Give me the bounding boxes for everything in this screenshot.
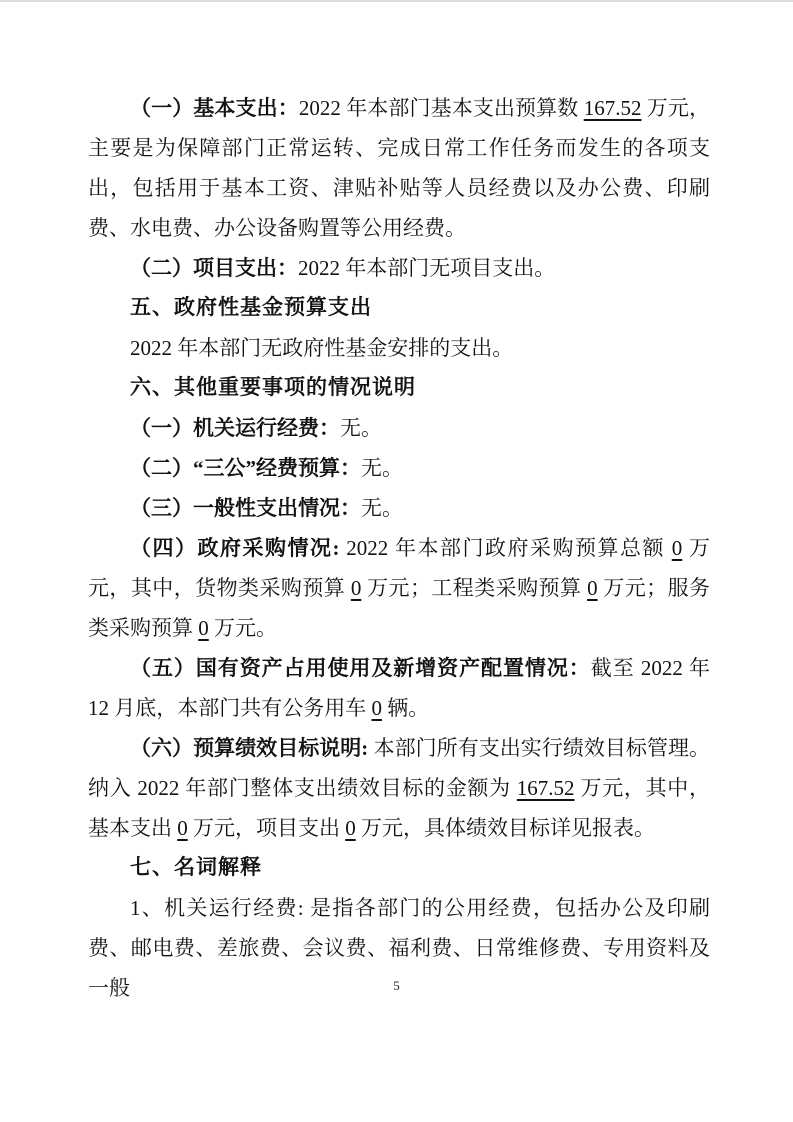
para-general-expenditure: [88, 488, 710, 528]
heading-gov-fund-budget: 五、政府性基金预算支出: [130, 296, 372, 319]
text-run: 2022 年本部门基本支出预算数: [298, 96, 584, 120]
underlined-value: 0: [177, 816, 188, 840]
text-run: 万元；服务类采购预算: [88, 576, 711, 640]
underlined-value: 0: [345, 816, 356, 840]
underlined-value: 167.52: [516, 776, 575, 800]
para-basic-expenditure: [88, 88, 710, 248]
text-run: 无。: [361, 456, 403, 480]
paragraph-label: （三）一般性支出情况：: [130, 496, 361, 520]
heading-glossary: 七、名词解释: [130, 856, 262, 879]
para-performance-target: [88, 728, 710, 848]
paragraph-label: （六）预算绩效目标说明:: [130, 736, 369, 760]
underlined-value: 0: [371, 696, 382, 720]
paragraph-label: （五）国有资产占用使用及新增资产配置情况：: [130, 656, 591, 680]
text-run: 本部门所有支出实行绩效目标管理。纳入 2022 年部门整体支出绩效目标的金额为: [88, 736, 711, 800]
text-run: 辆。: [382, 696, 430, 720]
para-agency-operation-fund: [88, 408, 710, 448]
text-run: 万元，其中，货物类采购预算: [88, 536, 710, 600]
page-number: 5: [393, 978, 400, 993]
paragraph-label: （二）“三公”经费预算：: [130, 456, 361, 480]
para-gov-procurement: [88, 528, 710, 648]
para-state-assets: [88, 648, 710, 728]
text-run: 无。: [340, 416, 382, 440]
paragraph-label: （一）基本支出：: [130, 96, 299, 120]
text-run: 万元，其中，基本支出: [88, 776, 711, 840]
text-run: 万元，具体绩效目标详见报表。: [355, 816, 655, 840]
underlined-value: 0: [350, 576, 362, 600]
text-run: 无。: [361, 496, 403, 520]
text-run: 万元。: [208, 616, 277, 640]
underlined-value: 167.52: [583, 96, 642, 120]
para-project-expenditure: [88, 248, 710, 288]
underlined-value: 0: [587, 576, 598, 600]
paragraph-label: （一）机关运行经费：: [130, 416, 340, 440]
text-run: 万元；工程类采购预算: [361, 576, 588, 600]
text-run: 万元，项目支出: [187, 816, 346, 840]
paragraph-label: （二）项目支出：: [130, 256, 298, 280]
text-run: 2022 年本部门无项目支出。: [298, 256, 556, 280]
document-body: [88, 88, 710, 1008]
heading-other-important-matters: 六、其他重要事项的情况说明: [130, 376, 416, 399]
underlined-value: 0: [198, 616, 209, 640]
para-gov-fund-body: 2022 年本部门无政府性基金安排的支出。: [130, 336, 514, 360]
paragraph-label: （四）政府采购情况:: [130, 536, 340, 560]
para-three-public-budget: [88, 448, 710, 488]
text-run: 截至 2022 年 12 月底，本部门共有公务用车: [88, 656, 711, 720]
text-run: 2022 年本部门政府采购预算总额: [339, 536, 672, 560]
para-glossary-item-1: 1、机关运行经费: 是指各部门的公用经费，包括办公及印刷费、邮电费、差旅费、会议费、福利费、日常维修费、专用资料及一般: [88, 896, 710, 1000]
text-run: 万元，主要是为保障部门正常运转、完成日常工作任务而发生的各项支出，包括用于基本工资、津贴补贴等人员经费以及办公费、印刷费、水电费、办公设备购置等公用经费。: [88, 96, 711, 240]
underlined-value: 0: [671, 536, 683, 560]
